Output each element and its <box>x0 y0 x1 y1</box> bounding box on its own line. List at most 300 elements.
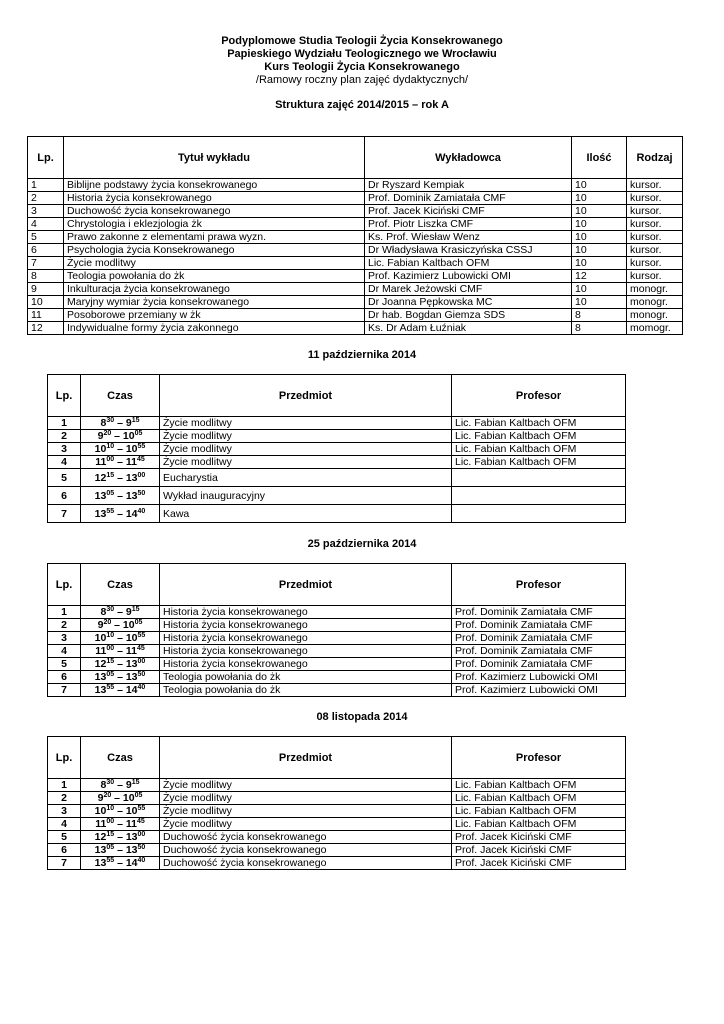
time-end-minute: 15 <box>131 779 140 786</box>
time-start-minute: 15 <box>106 471 115 479</box>
schedule-lp: 2 <box>48 430 81 443</box>
schedule-subject: Życie modlitwy <box>160 443 452 456</box>
course-count: 10 <box>572 205 627 218</box>
header-line-2: Papieskiego Wydziału Teologicznego we Wrocławiu <box>227 48 497 60</box>
time-end-hour: 10 <box>122 792 135 804</box>
schedule-lp: 6 <box>48 844 81 857</box>
schedule-time <box>81 619 160 632</box>
schedule-row <box>48 619 626 632</box>
schedule-lp: 7 <box>48 857 81 870</box>
course-lp: 12 <box>28 322 64 335</box>
time-separator: – <box>114 658 126 670</box>
schedule-professor: Prof. Dominik Zamiatała CMF <box>452 632 626 645</box>
schedule-row <box>48 632 626 645</box>
time-start-hour: 13 <box>94 507 107 520</box>
time-start-hour: 8 <box>100 417 107 429</box>
course-row <box>28 309 683 322</box>
schedule-table-3 <box>47 736 626 870</box>
course-title: Duchowość życia konsekrowanego <box>64 205 365 218</box>
col-header-time: Czas <box>81 564 160 606</box>
course-type: momogr. <box>627 322 683 335</box>
schedule-lp: 1 <box>48 417 81 430</box>
time-end-minute: 05 <box>134 619 143 626</box>
time-end-minute: 15 <box>131 606 140 613</box>
course-type: kursor. <box>627 218 683 231</box>
schedule-subject: Historia życia konsekrowanego <box>160 632 452 645</box>
schedule-row <box>48 844 626 857</box>
time-end-hour: 13 <box>125 471 138 484</box>
time-end-minute: 55 <box>137 632 146 639</box>
course-lp: 8 <box>28 270 64 283</box>
schedule-row <box>48 779 626 792</box>
time-start-hour: 12 <box>94 831 107 843</box>
time-start-minute: 05 <box>106 671 115 678</box>
schedule-professor: Prof. Dominik Zamiatała CMF <box>452 606 626 619</box>
schedule-lp: 5 <box>48 658 81 671</box>
schedule-professor: Lic. Fabian Kaltbach OFM <box>452 805 626 818</box>
schedule-time <box>81 632 160 645</box>
schedule-time <box>81 487 160 505</box>
schedule-professor <box>452 487 626 505</box>
schedule-time <box>81 456 160 469</box>
course-count: 8 <box>572 309 627 322</box>
day-date-1: 11 października 2014 <box>307 349 417 361</box>
course-title: Indywidualne formy życia zakonnego <box>64 322 365 335</box>
course-lp: 7 <box>28 257 64 270</box>
time-end-hour: 13 <box>125 671 138 683</box>
schedule-row <box>48 456 626 469</box>
course-lp: 2 <box>28 192 64 205</box>
time-start-hour: 13 <box>94 671 107 683</box>
time-end-hour: 10 <box>125 443 138 455</box>
schedule-subject: Życie modlitwy <box>160 456 452 469</box>
time-start-hour: 10 <box>94 632 107 644</box>
schedule-subject: Historia życia konsekrowanego <box>160 645 452 658</box>
time-start-minute: 10 <box>106 632 115 639</box>
schedule-row <box>48 606 626 619</box>
course-count: 12 <box>572 270 627 283</box>
course-lp: 10 <box>28 296 64 309</box>
time-end-minute: 00 <box>137 658 146 665</box>
header-line-1: Podyplomowe Studia Teologii Życia Konsekrowanego <box>221 35 503 47</box>
schedule-row <box>48 645 626 658</box>
schedule-professor <box>452 505 626 523</box>
course-count: 8 <box>572 322 627 335</box>
schedule-time <box>81 443 160 456</box>
time-start-hour: 11 <box>95 456 107 468</box>
course-count: 10 <box>572 218 627 231</box>
course-row <box>28 283 683 296</box>
schedule-lp: 4 <box>48 645 81 658</box>
time-separator: – <box>114 456 126 468</box>
schedule-subject: Historia życia konsekrowanego <box>160 658 452 671</box>
schedule-time <box>81 779 160 792</box>
time-start-hour: 13 <box>94 844 107 856</box>
schedule-professor: Prof. Dominik Zamiatała CMF <box>452 619 626 632</box>
time-end-hour: 10 <box>125 632 138 644</box>
time-separator: – <box>114 471 126 484</box>
schedule-lp: 7 <box>48 505 81 523</box>
schedule-time <box>81 805 160 818</box>
schedule-lp: 2 <box>48 619 81 632</box>
schedule-table-1 <box>47 374 626 523</box>
col-header-lp: Lp. <box>48 375 81 417</box>
time-start-hour: 8 <box>100 779 107 791</box>
schedule-row <box>48 818 626 831</box>
schedule-subject: Duchowość życia konsekrowanego <box>160 857 452 870</box>
time-start-minute: 00 <box>106 645 115 652</box>
schedule-header-row <box>48 737 626 779</box>
time-end-minute: 50 <box>137 844 146 851</box>
schedule-lp: 3 <box>48 632 81 645</box>
course-row <box>28 205 683 218</box>
course-lecturer: Lic. Fabian Kaltbach OFM <box>365 257 572 270</box>
course-title: Życie modlitwy <box>64 257 365 270</box>
course-lp: 11 <box>28 309 64 322</box>
time-start-minute: 05 <box>106 489 115 497</box>
schedule-subject: Życie modlitwy <box>160 805 452 818</box>
schedule-subject: Życie modlitwy <box>160 430 452 443</box>
course-title: Historia życia konsekrowanego <box>64 192 365 205</box>
course-lecturer: Dr Władysława Krasiczyńska CSSJ <box>365 244 572 257</box>
time-end-hour: 10 <box>122 430 135 442</box>
time-end-hour: 14 <box>125 684 138 696</box>
schedule-subject: Duchowość życia konsekrowanego <box>160 844 452 857</box>
time-end-hour: 13 <box>125 658 138 670</box>
schedule-professor: Prof. Kazimierz Lubowicki OMI <box>452 684 626 697</box>
course-lecturer: Prof. Piotr Liszka CMF <box>365 218 572 231</box>
time-separator: – <box>114 507 126 520</box>
schedule-row <box>48 658 626 671</box>
time-start-minute: 30 <box>106 417 115 424</box>
schedule-professor: Lic. Fabian Kaltbach OFM <box>452 792 626 805</box>
course-lp: 5 <box>28 231 64 244</box>
schedule-professor: Prof. Dominik Zamiatała CMF <box>452 658 626 671</box>
schedule-professor <box>452 469 626 487</box>
col-header-time: Czas <box>81 375 160 417</box>
schedule-lp: 3 <box>48 443 81 456</box>
time-start-hour: 13 <box>94 684 107 696</box>
schedule-subject: Kawa <box>160 505 452 523</box>
time-end-minute: 55 <box>137 443 146 450</box>
course-title: Psychologia życia Konsekrowanego <box>64 244 365 257</box>
time-start-hour: 10 <box>94 443 107 455</box>
time-end-minute: 05 <box>134 792 143 799</box>
header-line-4: /Ramowy roczny plan zajęć dydaktycznych/ <box>255 74 469 86</box>
time-start-minute: 10 <box>106 443 115 450</box>
course-title: Biblijne podstawy życia konsekrowanego <box>64 179 365 192</box>
schedule-row <box>48 792 626 805</box>
time-separator: – <box>114 857 126 869</box>
time-start-minute: 55 <box>106 507 115 515</box>
time-end-minute: 55 <box>137 805 146 812</box>
schedule-subject: Życie modlitwy <box>160 779 452 792</box>
course-row <box>28 218 683 231</box>
col-header-time: Czas <box>81 737 160 779</box>
course-row <box>28 231 683 244</box>
schedule-subject: Życie modlitwy <box>160 792 452 805</box>
schedule-row <box>48 487 626 505</box>
time-start-hour: 9 <box>97 619 104 631</box>
time-start-minute: 20 <box>103 430 112 437</box>
time-separator: – <box>114 645 126 657</box>
course-lecturer: Ks. Prof. Wiesław Wenz <box>365 231 572 244</box>
time-end-hour: 9 <box>125 606 132 618</box>
time-end-hour: 14 <box>125 507 138 520</box>
schedule-time <box>81 469 160 487</box>
col-header-lp: Lp. <box>28 137 64 179</box>
course-title: Chrystologia i eklezjologia żk <box>64 218 365 231</box>
col-header-subject: Przedmiot <box>160 564 452 606</box>
course-type: kursor. <box>627 179 683 192</box>
schedule-time <box>81 831 160 844</box>
time-end-minute: 45 <box>136 645 145 652</box>
time-separator: – <box>114 632 126 644</box>
time-start-minute: 30 <box>106 779 115 786</box>
schedule-row <box>48 417 626 430</box>
time-separator: – <box>114 818 126 830</box>
time-end-hour: 9 <box>125 417 132 429</box>
schedule-time <box>81 818 160 831</box>
course-row <box>28 244 683 257</box>
time-start-minute: 10 <box>106 805 115 812</box>
header-line-3: Kurs Teologii Życia Konsekrowanego <box>264 61 460 73</box>
schedule-lp: 1 <box>48 606 81 619</box>
time-end-minute: 50 <box>137 489 146 497</box>
courses-header-row <box>28 137 683 179</box>
course-count: 10 <box>572 257 627 270</box>
course-type: kursor. <box>627 192 683 205</box>
course-type: monogr. <box>627 309 683 322</box>
schedule-professor: Prof. Dominik Zamiatała CMF <box>452 645 626 658</box>
time-start-hour: 12 <box>94 658 107 670</box>
time-end-hour: 10 <box>125 805 138 817</box>
schedule-lp: 5 <box>48 469 81 487</box>
schedule-row <box>48 671 626 684</box>
course-type: kursor. <box>627 257 683 270</box>
course-lp: 3 <box>28 205 64 218</box>
time-end-hour: 13 <box>125 844 138 856</box>
time-start-hour: 8 <box>100 606 107 618</box>
schedule-professor: Lic. Fabian Kaltbach OFM <box>452 417 626 430</box>
time-end-minute: 40 <box>137 684 146 691</box>
course-type: kursor. <box>627 244 683 257</box>
course-lp: 1 <box>28 179 64 192</box>
schedule-row <box>48 831 626 844</box>
schedule-lp: 6 <box>48 671 81 684</box>
course-count: 10 <box>572 192 627 205</box>
col-header-professor: Profesor <box>452 737 626 779</box>
col-header-lecturer: Wykładowca <box>365 137 572 179</box>
time-end-minute: 40 <box>137 507 146 515</box>
time-separator: – <box>111 792 123 804</box>
course-title: Teologia powołania do żk <box>64 270 365 283</box>
schedule-lp: 7 <box>48 684 81 697</box>
schedule-header-row <box>48 375 626 417</box>
course-lecturer: Dr Marek Jeżowski CMF <box>365 283 572 296</box>
time-start-minute: 30 <box>106 606 115 613</box>
course-count: 10 <box>572 231 627 244</box>
schedule-lp: 3 <box>48 805 81 818</box>
time-start-minute: 20 <box>103 792 112 799</box>
time-separator: – <box>111 430 123 442</box>
col-header-subject: Przedmiot <box>160 375 452 417</box>
schedule-lp: 4 <box>48 818 81 831</box>
schedule-subject: Życie modlitwy <box>160 417 452 430</box>
schedule-time <box>81 505 160 523</box>
course-count: 10 <box>572 296 627 309</box>
schedule-row <box>48 443 626 456</box>
course-lecturer: Prof. Kazimierz Lubowicki OMI <box>365 270 572 283</box>
course-type: kursor. <box>627 231 683 244</box>
time-end-minute: 05 <box>134 430 143 437</box>
schedule-lp: 6 <box>48 487 81 505</box>
schedule-time <box>81 606 160 619</box>
schedule-row <box>48 857 626 870</box>
schedule-subject: Eucharystia <box>160 469 452 487</box>
time-separator: – <box>114 805 126 817</box>
time-end-hour: 11 <box>125 456 137 468</box>
col-header-subject: Przedmiot <box>160 737 452 779</box>
time-start-minute: 00 <box>106 818 115 825</box>
schedule-professor: Lic. Fabian Kaltbach OFM <box>452 818 626 831</box>
courses-table <box>27 136 683 335</box>
time-end-hour: 10 <box>122 619 135 631</box>
time-end-minute: 45 <box>136 818 145 825</box>
col-header-type: Rodzaj <box>627 137 683 179</box>
col-header-count: Ilość <box>572 137 627 179</box>
schedule-time <box>81 645 160 658</box>
schedule-subject: Teologia powołania do żk <box>160 684 452 697</box>
time-start-hour: 13 <box>94 857 107 869</box>
time-separator: – <box>114 831 126 843</box>
time-separator: – <box>114 779 126 791</box>
time-end-minute: 15 <box>131 417 140 424</box>
time-start-hour: 9 <box>97 430 104 442</box>
time-start-minute: 15 <box>106 831 115 838</box>
schedule-professor: Prof. Jacek Kiciński CMF <box>452 844 626 857</box>
course-row <box>28 322 683 335</box>
time-end-hour: 11 <box>125 818 137 830</box>
time-separator: – <box>114 417 126 429</box>
schedule-lp: 1 <box>48 779 81 792</box>
time-separator: – <box>114 844 126 856</box>
schedule-table-2 <box>47 563 626 697</box>
schedule-time <box>81 844 160 857</box>
schedule-subject: Historia życia konsekrowanego <box>160 606 452 619</box>
col-header-lp: Lp. <box>48 564 81 606</box>
course-lp: 9 <box>28 283 64 296</box>
course-row <box>28 257 683 270</box>
course-type: monogr. <box>627 296 683 309</box>
schedule-subject: Wykład inauguracyjny <box>160 487 452 505</box>
time-separator: – <box>114 443 126 455</box>
schedule-professor: Prof. Jacek Kiciński CMF <box>452 857 626 870</box>
course-lecturer: Dr hab. Bogdan Giemza SDS <box>365 309 572 322</box>
course-lecturer: Ks. Dr Adam Łuźniak <box>365 322 572 335</box>
schedule-subject: Teologia powołania do żk <box>160 671 452 684</box>
time-end-hour: 14 <box>125 857 138 869</box>
course-row <box>28 296 683 309</box>
schedule-row <box>48 469 626 487</box>
time-end-minute: 40 <box>137 857 146 864</box>
schedule-header-row <box>48 564 626 606</box>
time-start-minute: 20 <box>103 619 112 626</box>
col-header-professor: Profesor <box>452 564 626 606</box>
schedule-professor: Lic. Fabian Kaltbach OFM <box>452 430 626 443</box>
schedule-time <box>81 684 160 697</box>
schedule-professor: Prof. Kazimierz Lubowicki OMI <box>452 671 626 684</box>
time-start-hour: 12 <box>94 471 107 484</box>
course-lp: 4 <box>28 218 64 231</box>
course-type: kursor. <box>627 205 683 218</box>
col-header-lp: Lp. <box>48 737 81 779</box>
schedule-subject: Duchowość życia konsekrowanego <box>160 831 452 844</box>
course-title: Posoborowe przemiany w żk <box>64 309 365 322</box>
time-start-hour: 10 <box>94 805 107 817</box>
schedule-lp: 4 <box>48 456 81 469</box>
schedule-lp: 5 <box>48 831 81 844</box>
course-count: 10 <box>572 283 627 296</box>
day-date-2: 25 października 2014 <box>307 538 417 550</box>
time-end-minute: 00 <box>137 471 146 479</box>
course-title: Inkulturacja życia konsekrowanego <box>64 283 365 296</box>
schedule-time <box>81 417 160 430</box>
course-row <box>28 270 683 283</box>
time-start-minute: 55 <box>106 684 115 691</box>
schedule-subject: Historia życia konsekrowanego <box>160 619 452 632</box>
time-start-minute: 55 <box>106 857 115 864</box>
col-header-professor: Profesor <box>452 375 626 417</box>
time-separator: – <box>114 489 126 502</box>
time-separator: – <box>114 671 126 683</box>
schedule-time <box>81 658 160 671</box>
course-lecturer: Dr Ryszard Kempiak <box>365 179 572 192</box>
course-type: monogr. <box>627 283 683 296</box>
time-end-minute: 50 <box>137 671 146 678</box>
schedule-row <box>48 505 626 523</box>
time-end-hour: 11 <box>125 645 137 657</box>
time-end-minute: 00 <box>137 831 146 838</box>
course-row <box>28 192 683 205</box>
course-lecturer: Prof. Jacek Kiciński CMF <box>365 205 572 218</box>
schedule-professor: Lic. Fabian Kaltbach OFM <box>452 443 626 456</box>
time-start-hour: 11 <box>95 645 107 657</box>
schedule-professor: Lic. Fabian Kaltbach OFM <box>452 779 626 792</box>
course-title: Prawo zakonne z elementami prawa wyzn. <box>64 231 365 244</box>
time-end-minute: 45 <box>136 456 145 463</box>
schedule-professor: Lic. Fabian Kaltbach OFM <box>452 456 626 469</box>
time-separator: – <box>111 619 123 631</box>
course-lecturer: Dr Joanna Pępkowska MC <box>365 296 572 309</box>
time-start-minute: 05 <box>106 844 115 851</box>
time-start-hour: 9 <box>97 792 104 804</box>
time-start-minute: 15 <box>106 658 115 665</box>
course-type: kursor. <box>627 270 683 283</box>
schedule-time <box>81 671 160 684</box>
time-start-hour: 11 <box>95 818 107 830</box>
day-date-3: 08 listopada 2014 <box>316 711 408 723</box>
time-start-minute: 00 <box>106 456 115 463</box>
time-separator: – <box>114 606 126 618</box>
schedule-row <box>48 805 626 818</box>
time-end-hour: 9 <box>125 779 132 791</box>
time-end-hour: 13 <box>125 831 138 843</box>
course-count: 10 <box>572 179 627 192</box>
course-lecturer: Prof. Dominik Zamiatała CMF <box>365 192 572 205</box>
course-count: 10 <box>572 244 627 257</box>
time-end-hour: 13 <box>125 489 138 502</box>
